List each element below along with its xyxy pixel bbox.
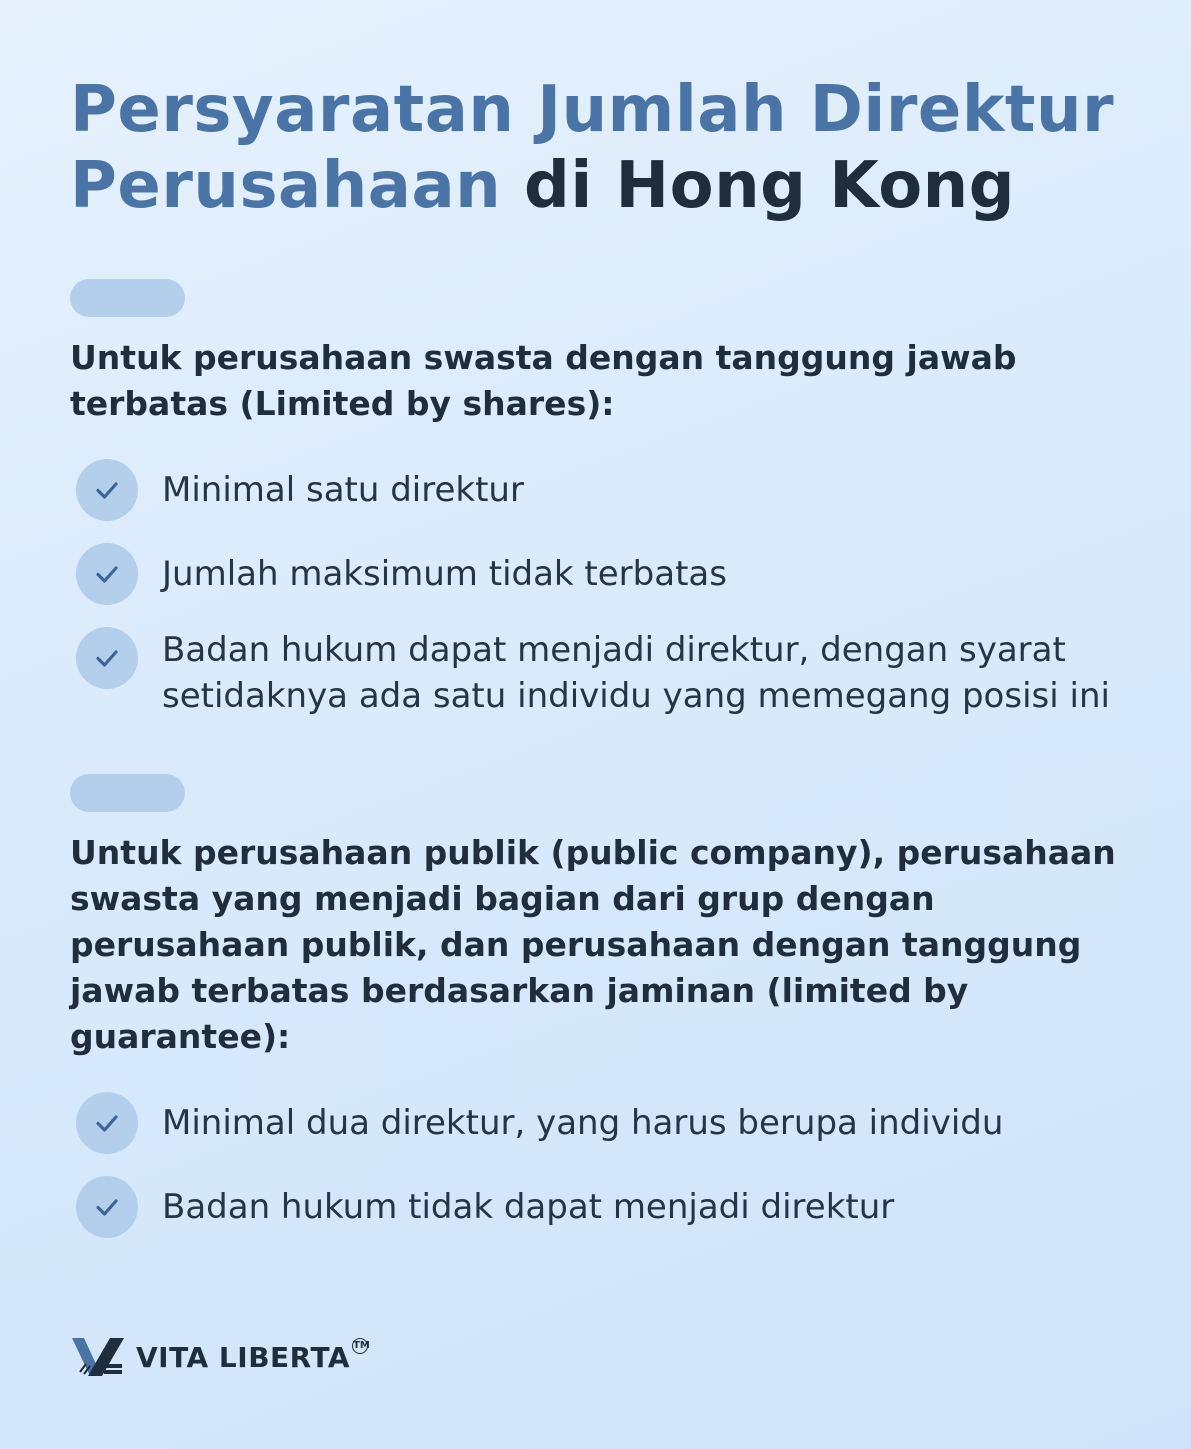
section-pill-marker (70, 774, 185, 812)
list-item (70, 627, 1130, 719)
requirements-list (70, 1092, 1130, 1238)
section-heading: Untuk perusahaan publik (public company), perusahaan swasta yang menjadi bagian dari grup dengan perusahaan publik, dan perusahaan dengan tanggung jawab terbatas berdasarkan jaminan (limited by guarantee): (70, 833, 1116, 1056)
list-item (70, 459, 1130, 521)
infographic (70, 72, 1130, 1260)
list-item (70, 1092, 1130, 1154)
trademark-mark: TM (352, 1338, 368, 1354)
list-item-text: Badan hukum dapat menjadi direktur, dengan syarat setidaknya ada satu individu yang memegang posisi ini (162, 630, 1110, 716)
list-item-text: Badan hukum tidak dapat menjadi direktur (162, 1187, 895, 1227)
list-item (70, 1176, 1130, 1238)
check-icon (76, 1092, 138, 1154)
brand-logo (70, 1334, 368, 1380)
section-heading: Untuk perusahaan swasta dengan tanggung jawab terbatas (Limited by shares): (70, 338, 1017, 423)
check-icon (76, 1176, 138, 1238)
list-item-text: Minimal dua direktur, yang harus berupa individu (162, 1103, 1004, 1143)
title-part-2: Perusahaan (70, 149, 502, 223)
check-icon (76, 543, 138, 605)
section-pill-marker (70, 279, 185, 317)
list-item-text: Jumlah maksimum tidak terbatas (162, 554, 727, 594)
vita-liberta-logo-icon (70, 1334, 126, 1380)
section-limited-by-shares (70, 279, 1130, 719)
check-icon (76, 459, 138, 521)
logo-text: VITA LIBERTA (136, 1340, 351, 1374)
list-item (70, 543, 1130, 605)
title-part-3: di Hong Kong (501, 149, 1016, 223)
list-item-text: Minimal satu direktur (162, 470, 524, 510)
title-part-1: Persyaratan Jumlah Direktur (70, 73, 1115, 147)
check-icon (76, 627, 138, 689)
requirements-list (70, 459, 1130, 719)
section-public-company (70, 774, 1130, 1238)
page-title (70, 72, 1130, 224)
